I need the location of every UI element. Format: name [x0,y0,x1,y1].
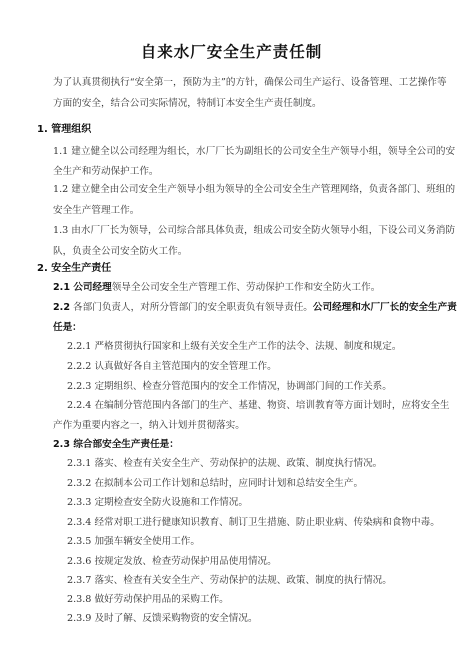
item-2-2-4: 2.2.4 在编制分管范围内各部门的生产、基建、物资、培训教育等方面计划时，应将安全生 [67,400,450,411]
para-2-1 [53,282,380,294]
intro-line-1: 为了认真贯彻执行“安全第一，预防为主”的方针，确保公司生产运行、设备管理、工艺操作等 [53,77,447,88]
para-2-2-line-2: 任是： [53,322,82,333]
para-1-1-line-2: 全生产和劳动保护工作。 [53,166,159,177]
item-2-3-7: 2.3.7 落实、检查有关安全生产、劳动保护的法规、政策、制度的执行情况。 [67,575,392,586]
para-2-2-line-1 [53,302,457,314]
section-1-heading: 1. 管理组织 [37,124,92,135]
para-1-3-line-2: 队，负责全公司安全防火工作。 [53,246,188,257]
item-2-3-9: 2.3.9 及时了解、反馈采购物资的安全情况。 [67,613,258,624]
item-2-3-5: 2.3.5 加强车辆安全使用工作。 [67,536,200,547]
item-2-2-3: 2.2.3 定期组织、检查分管范围内的安全工作情况，协调部门间的工作关系。 [67,381,392,392]
item-2-2-1: 2.2.1 严格贯彻执行国家和上级有关安全生产工作的法令、法规、制度和规定。 [67,341,402,352]
para-2-2-bold: 公司经理和水厂厂长的安全生产责 [312,302,457,313]
para-1-1-line-1: 1.1 建立健全以公司经理为组长，水厂厂长为副组长的公司安全生产领导小组，领导全公司的安 [53,146,456,157]
para-2-1-text: 领导全公司安全生产管理工作、劳动保护工作和安全防火工作。 [111,282,381,293]
para-1-2-line-2: 安全生产管理工作。 [53,205,140,216]
item-2-3-3: 2.3.3 定期检查安全防火设施和工作情况。 [67,497,248,508]
para-2-3-heading: 2.3 综合部安全生产责任是： [53,439,179,450]
document-title: 自来水厂安全生产责任制 [140,43,323,61]
intro-line-2: 方面的安全，结合公司实际情况，特制订本安全生产责任制度。 [53,98,322,109]
para-2-2-text: 各部门负责人，对所分管部门的安全职责负有领导责任。 [70,302,313,313]
item-2-3-4: 2.3.4 经常对职工进行健康知识教育、制订卫生措施、防止职业病、传染病和食物中毒。 [67,517,440,528]
item-2-2-2: 2.2.2 认真做好各自主管范围内的安全管理工作。 [67,361,277,372]
item-2-2-4-cont: 产作为重要内容之一，纳入计划并贯彻落实。 [53,420,245,431]
item-2-3-1: 2.3.1 落实、检查有关安全生产、劳动保护的法规、政策、制度执行情况。 [67,458,383,469]
para-2-2-number: 2.2 [53,302,70,313]
item-2-3-2: 2.3.2 在拟制本公司工作计划和总结时，应同时计划和总结安全生产。 [67,478,364,489]
para-1-2-line-1: 1.2 建立健全由公司安全生产领导小组为领导的全公司安全生产管理网络，负责各部门、班组的 [53,184,456,195]
item-2-3-6: 2.3.6 按规定发放、检查劳动保护用品使用情况。 [67,556,277,567]
section-2-heading: 2. 安全生产责任 [37,263,112,274]
para-2-1-bold: 2.1 公司经理 [53,282,112,293]
item-2-3-8: 2.3.8 做好劳动保护用品的采购工作。 [67,594,229,605]
para-1-3-line-1: 1.3 由水厂厂长为领导，公司综合部具体负责，组成公司安全防火领导小组，下设公司义务消防 [53,225,456,236]
